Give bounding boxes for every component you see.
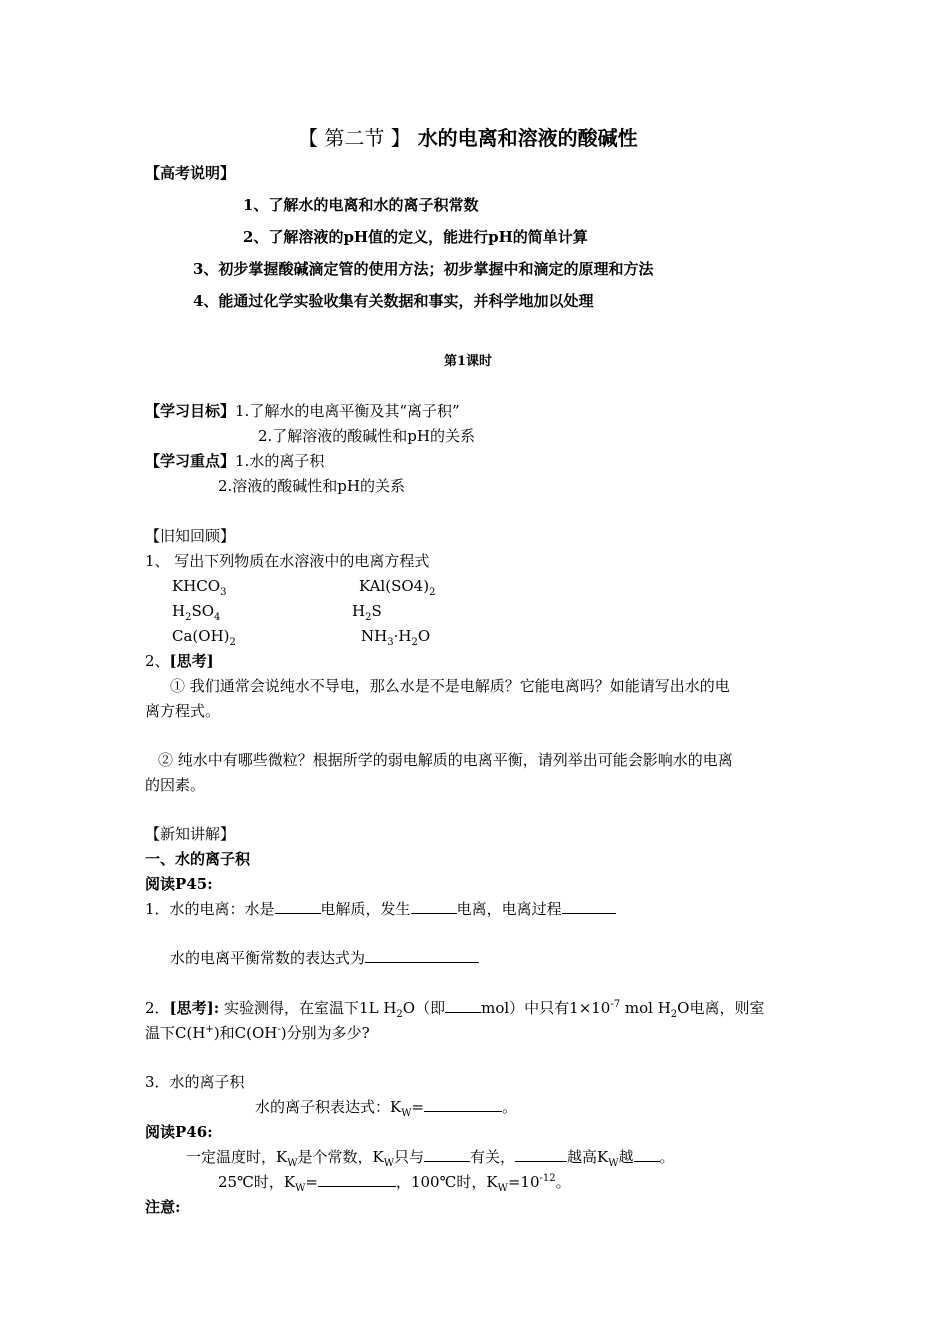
new-knowledge-header: 【新知讲解】 [145, 825, 236, 843]
kw-temperature-note: 一定温度时，$K_W$是个常数，$K_W$只与 有关， 越高$K_W$越 。 [186, 1148, 675, 1169]
point-1-constant: 水的电离平衡常数的表达式为 [170, 948, 479, 968]
blank[interactable] [515, 1147, 567, 1162]
blank[interactable] [562, 899, 616, 914]
blank[interactable] [318, 1172, 396, 1187]
review-question-2: 2、[思考] [145, 652, 214, 670]
point-2-line-2: 温下C(H+)和C(OH-)分别为多少? [145, 1024, 370, 1042]
read-p46: 阅读P46: [145, 1123, 213, 1141]
focus-1: 1.水的离子积 [235, 452, 325, 470]
blank[interactable] [424, 1097, 502, 1112]
section-label: 【 第二节 】 [298, 126, 411, 150]
focus-label: 【学习重点】 [145, 452, 236, 470]
section-1-heading: 一、水的离子积 [145, 850, 251, 868]
kw-values: 25℃时，$K_W=$ ，100℃时，$K_W=10^{-12}$。 [218, 1173, 571, 1194]
point-1: 1．水的电离：水是 电解质，发生 电离，电离过程 [145, 899, 616, 919]
page-title [298, 128, 638, 148]
goal-2: 2.了解溶液的酸碱性和pH的关系 [258, 427, 475, 445]
ion-product-expression: 水的离子积表达式：$K_W=$ 。 [255, 1098, 518, 1119]
goal-1: 1.了解水的电离平衡及其“离子积” [235, 402, 460, 420]
think-1-line-1: ① 我们通常会说纯水不导电，那么水是不是电解质？它能电离吗？如能请写出水的电 [170, 677, 730, 695]
blank[interactable] [275, 899, 321, 914]
exam-item-2: 2、了解溶液的pH值的定义，能进行pH的简单计算 [243, 228, 588, 246]
think-2-line-1: ② 纯水中有哪些微粒？根据所学的弱电解质的电离平衡，请列举出可能会影响水的电离 [158, 751, 733, 769]
learning-goals [145, 401, 460, 421]
blank[interactable] [424, 1147, 470, 1162]
formula-caoh2: $Ca(OH)_2$ [172, 627, 236, 648]
learning-focus [145, 451, 324, 471]
formula-nh3h2o: $NH_3\cdot H_2O$ [361, 627, 431, 648]
formula-khco3: $KHCO_3$ [172, 577, 227, 598]
exam-item-4: 4、能通过化学实验收集有关数据和事实，并科学地加以处理 [193, 292, 594, 310]
exam-header: 【高考说明】 [145, 164, 236, 182]
formula-kal-so4: $KAl(SO4)_2$ [359, 577, 436, 598]
point-2-line-1: 2．[思考]: 实验测得，在室温下1L $H_2O$（即 mol）中只有$1\times 10^{-7}$ mol $H_2O$电离，则室 [145, 999, 765, 1020]
point-3: 3．水的离子积 [145, 1073, 245, 1091]
focus-2: 2.溶液的酸碱性和pH的关系 [218, 477, 405, 495]
lesson-label: 第1课时 [444, 354, 493, 369]
blank[interactable] [365, 948, 479, 963]
review-header: 【旧知回顾】 [145, 527, 236, 545]
exam-item-1: 1、了解水的电离和水的离子积常数 [243, 196, 479, 214]
goals-label: 【学习目标】 [145, 402, 236, 420]
blank[interactable] [411, 899, 457, 914]
read-p45: 阅读P45: [145, 875, 213, 893]
title-main: 水的电离和溶液的酸碱性 [417, 126, 638, 150]
think-1-line-2: 离方程式。 [145, 702, 221, 720]
formula-h2s: $H_2S$ [352, 602, 382, 623]
review-question-1: 1、 写出下列物质在水溶液中的电离方程式 [145, 552, 430, 570]
blank[interactable] [445, 998, 481, 1013]
think-2-line-2: 的因素。 [145, 776, 206, 794]
formula-h2so4: $H_2SO_4$ [172, 602, 221, 623]
blank[interactable] [634, 1147, 660, 1162]
note-label: 注意: [145, 1198, 181, 1216]
exam-item-3: 3、初步掌握酸碱滴定管的使用方法；初步掌握中和滴定的原理和方法 [193, 260, 654, 278]
